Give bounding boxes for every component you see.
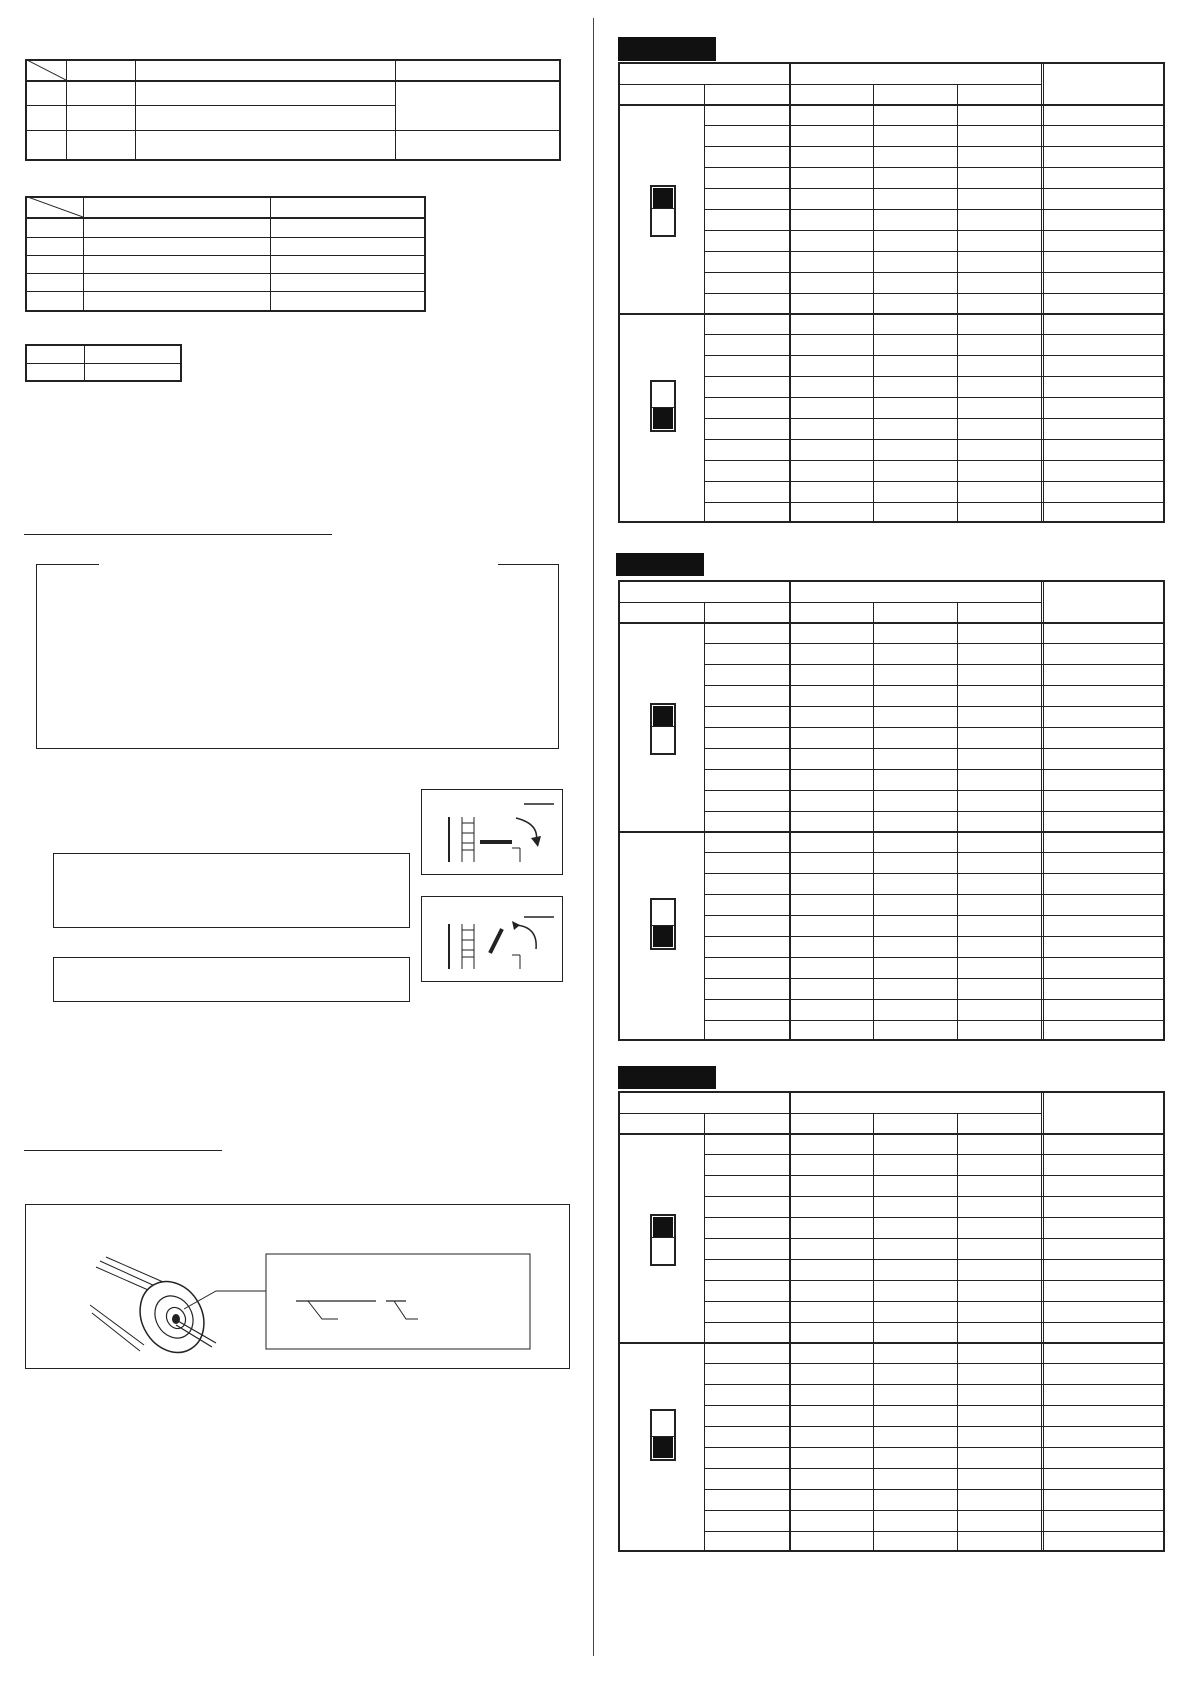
table-tab-label (618, 1066, 716, 1089)
section-rule (24, 534, 332, 535)
switch-up-icon (650, 1214, 676, 1266)
instruction-box-2 (53, 957, 410, 1002)
notice-box (36, 564, 559, 749)
corner-diagonal (25, 59, 66, 80)
switch-down-icon (650, 898, 676, 950)
switch-up-icon (650, 185, 676, 237)
instruction-box-1 (53, 853, 410, 928)
door-close-diagram (421, 896, 563, 982)
switch-up-icon (650, 703, 676, 755)
door-open-diagram (421, 789, 563, 875)
tube-motor-figure (25, 1204, 570, 1369)
right-table-a (618, 37, 1165, 523)
spec-table-1 (25, 59, 561, 161)
switch-down-icon (650, 380, 676, 432)
right-table-b (618, 553, 1165, 1041)
tube-motor-icon (26, 1205, 569, 1368)
section-rule (24, 1150, 222, 1151)
table-tab-label (616, 553, 704, 576)
page-divider (593, 18, 594, 1656)
switch-down-icon (650, 1409, 676, 1461)
door-close-icon (422, 897, 562, 981)
corner-diagonal (25, 196, 83, 217)
spec-table-3 (25, 344, 182, 382)
spec-table-2 (25, 196, 426, 312)
right-table-c (618, 1066, 1165, 1552)
door-open-icon (422, 790, 562, 874)
table-tab-label (618, 37, 716, 61)
